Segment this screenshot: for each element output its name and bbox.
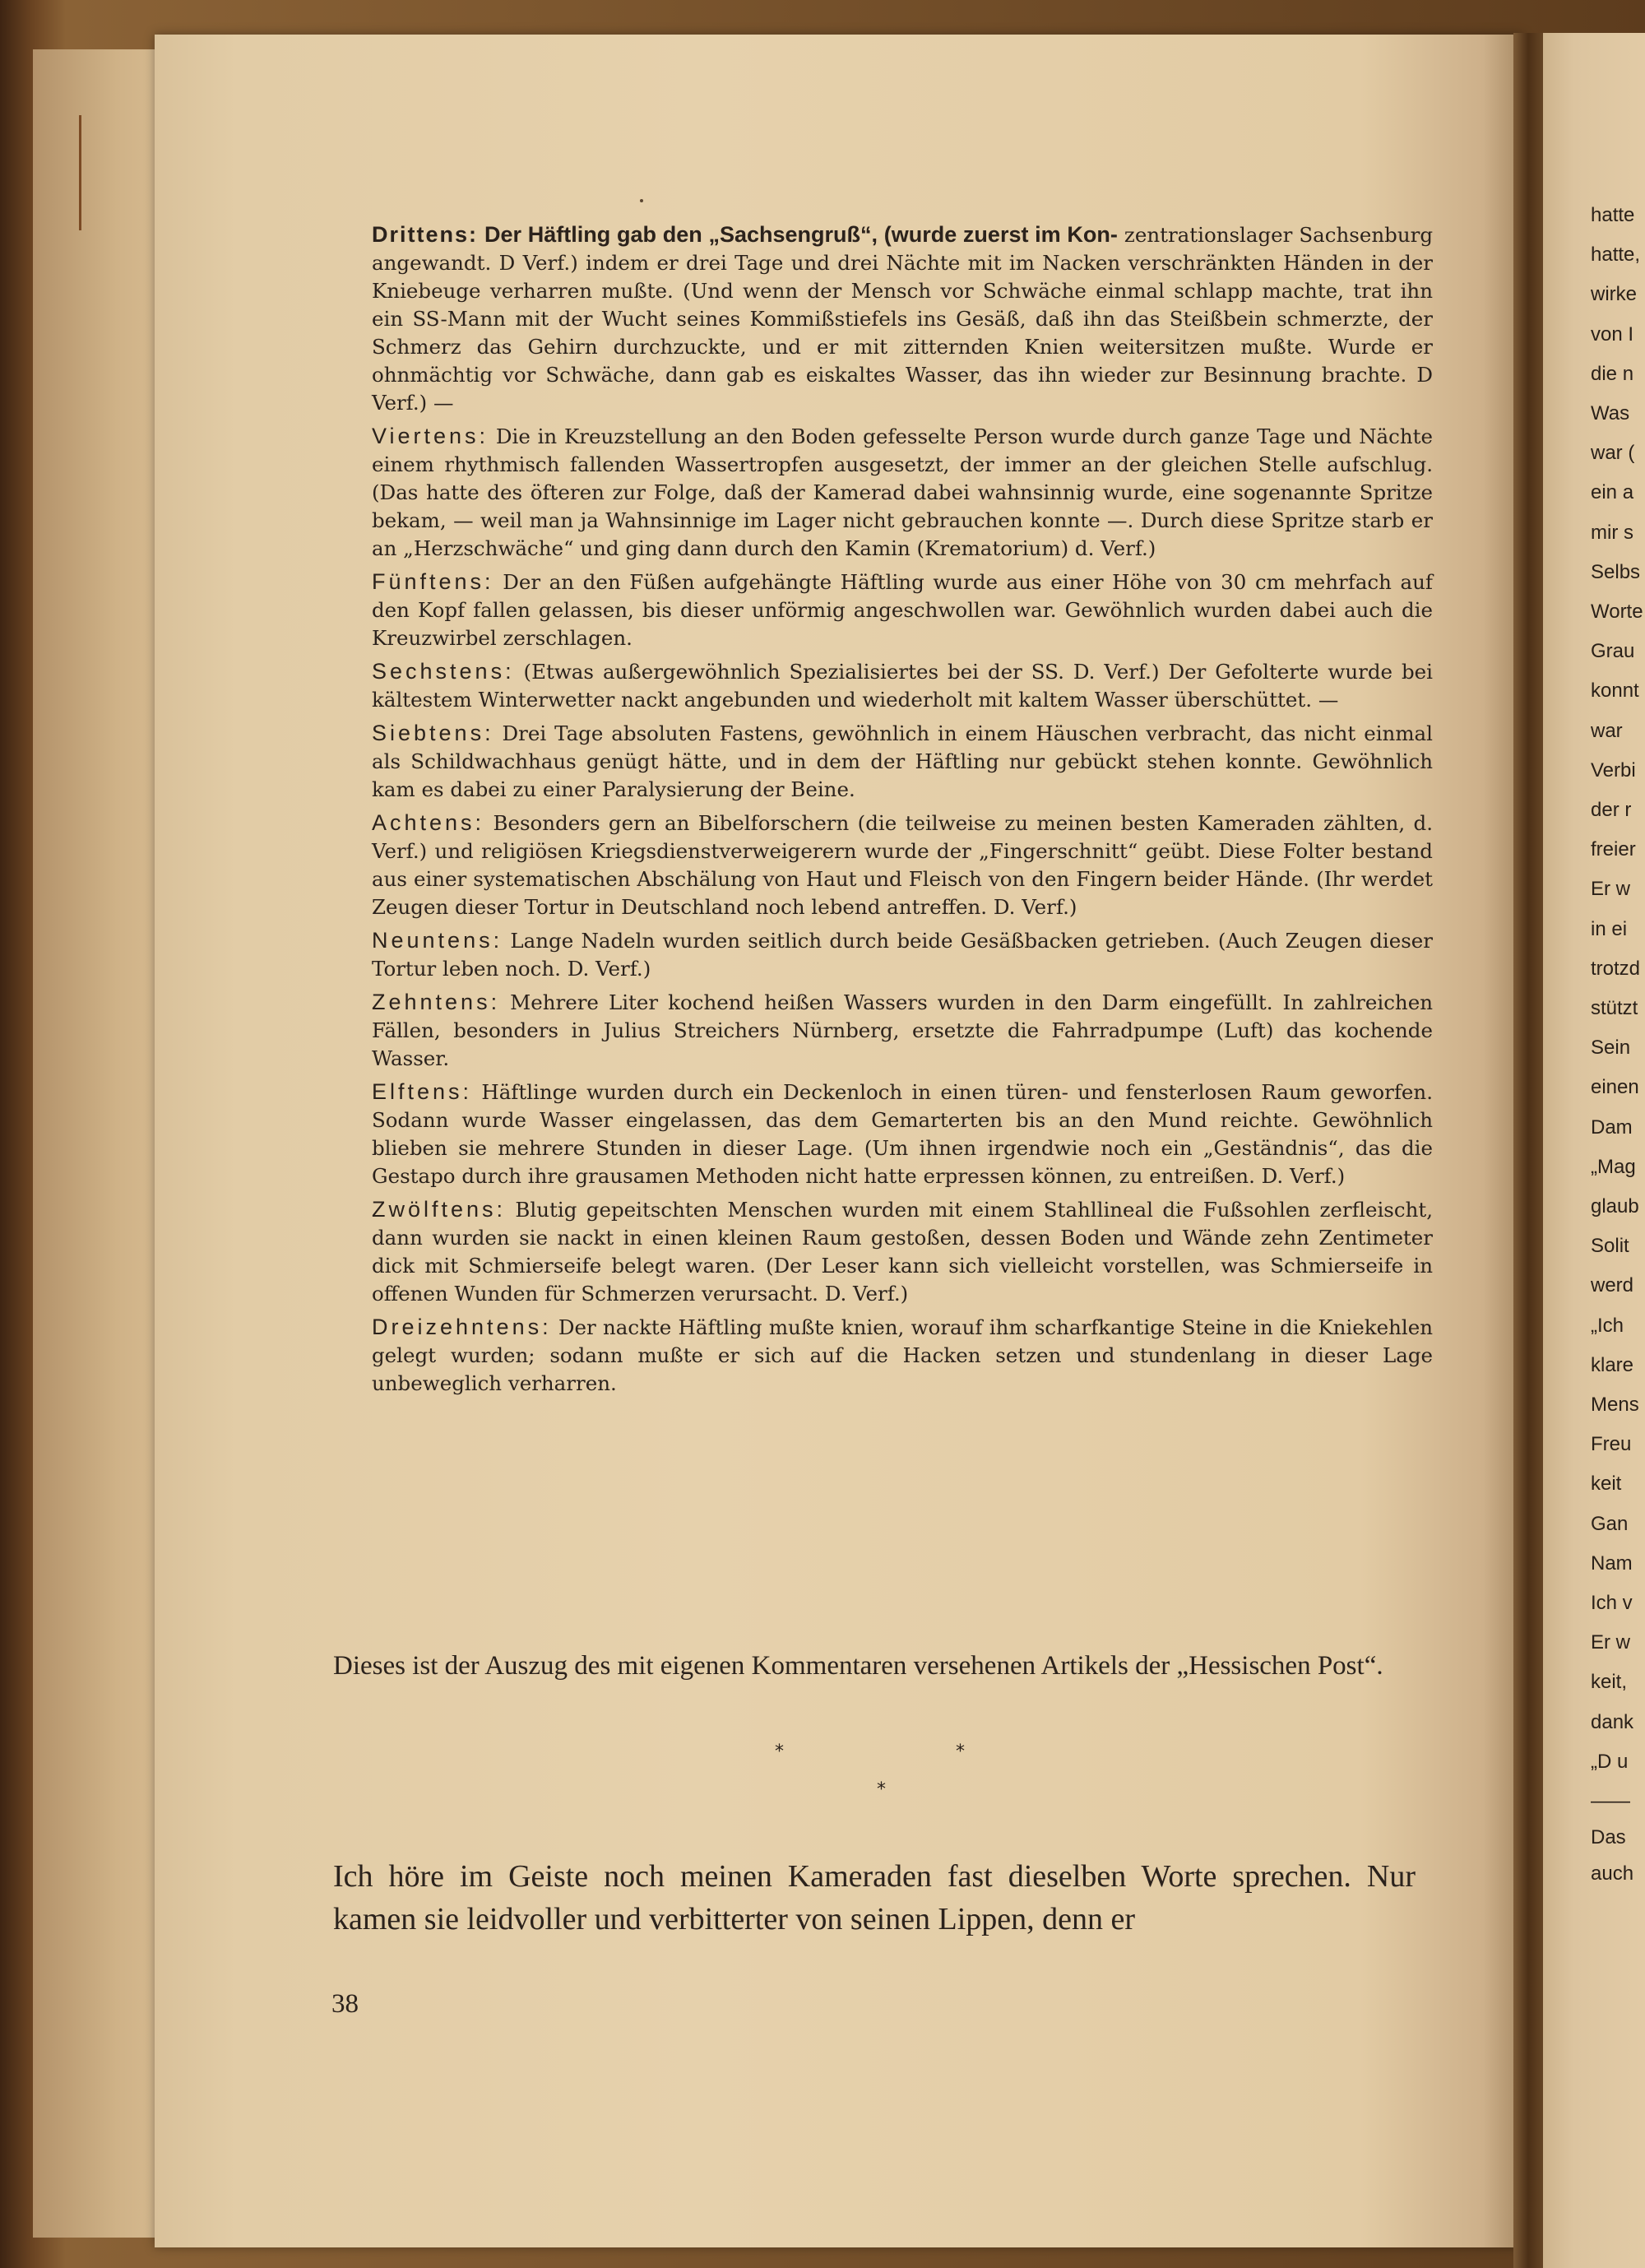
list-item: [372, 1078, 1433, 1190]
list-item: [372, 719, 1433, 804]
right-page-line: „Mag: [1591, 1155, 1636, 1178]
right-page-line: die n: [1591, 362, 1634, 385]
item-keyword: Fünftens:: [372, 569, 494, 594]
right-page-line: Ich v: [1591, 1592, 1633, 1614]
book-gutter: [1513, 33, 1546, 2268]
list-item: [372, 422, 1433, 563]
right-page-line: Nam: [1591, 1551, 1633, 1575]
right-page-line: keit,: [1591, 1671, 1628, 1694]
list-item: [372, 568, 1433, 652]
right-page-line: einen: [1591, 1076, 1639, 1099]
list-item: [372, 926, 1433, 983]
right-page-line: Grau: [1591, 640, 1635, 663]
item-keyword: Elftens:: [372, 1079, 473, 1104]
right-page-line: war: [1591, 719, 1623, 742]
right-page-line: ein a: [1591, 481, 1634, 504]
item-text: Der nackte Häftling mußte knien, worauf ihm scharfkantige Steine in die Kniekehlen gelegt wurden; sodann mußte er sich auf die Hacken setzen und stundenlang in dieser Lage unbeweglich verharren.: [372, 1315, 1433, 1395]
speck: [640, 199, 643, 202]
right-page-line: keit: [1591, 1473, 1622, 1496]
item-text: Blutig gepeitschten Menschen wurden mit einem Stahllineal die Fußsohlen zerfleischt, dann wurden sie nackt in einen kleinen Raum gestoßen, dessen Boden und Wände zehn Zentimeter dick mit Schmierseife belegt waren. (Der Leser kann sich vielleicht vorstellen, was Schmierseife in offenen Wunden für Schmerzen verursacht. D. Verf.): [372, 1198, 1433, 1306]
binding-mark: [79, 115, 81, 230]
right-page-line: in ei: [1591, 917, 1628, 940]
list-item: [372, 1195, 1433, 1308]
item-text: Lange Nadeln wurden seitlich durch beide Gesäßbacken getrieben. (Auch Zeugen dieser Tortur leben noch. D. Verf.): [372, 929, 1433, 981]
right-page-line: wirke: [1591, 283, 1638, 306]
list-item: [372, 988, 1433, 1073]
right-page: [1543, 33, 1645, 2268]
right-page-line: trotzd: [1591, 957, 1641, 980]
right-page-line: „Ich: [1591, 1314, 1624, 1337]
right-page-line: Dam: [1591, 1115, 1633, 1139]
item-keyword: Zwölftens:: [372, 1197, 507, 1222]
item-text: Häftlinge wurden durch ein Deckenloch in einen türen- und fensterlosen Raum geworfen. Sodann wurde Wasser eingelassen, das dem Gemarterten bis an den Mund reichte. Gewöhnlich blieben sie mehrere Stunden in dieser Lage. (Um ihnen irgendwie noch ein „Geständnis“, das die Gestapo durch ihre grausamen Methoden nicht hatte erpressen können, zu entreißen. D. Verf.): [372, 1080, 1433, 1188]
right-page-line: dank: [1591, 1710, 1634, 1733]
right-page-line: Worte: [1591, 601, 1643, 623]
right-page-line: war (: [1591, 442, 1635, 465]
item-keyword: Siebtens:: [372, 721, 494, 745]
underlying-page-edge: [33, 49, 173, 2238]
right-page-line: Verbi: [1591, 758, 1636, 782]
right-page-line: hatte,: [1591, 243, 1641, 267]
right-page-line: mir s: [1591, 521, 1633, 544]
right-page-line: Freu: [1591, 1433, 1632, 1456]
right-page-line: Sein: [1591, 1037, 1631, 1060]
right-page-line: der r: [1591, 799, 1632, 821]
right-page-line: Selbs: [1591, 560, 1641, 583]
right-page-line: „D u: [1591, 1750, 1629, 1773]
item-keyword: Sechstens:: [372, 659, 515, 684]
item-text: Die in Kreuzstellung an den Boden gefesselte Person wurde durch ganze Tage und Nächte einem rhythmisch fallenden Wassertropfen ausgesetzt, der immer an der gleichen Stelle aufschlug. (Das hatte des öfteren zur Folge, daß der Kamerad dabei wahnsinnig wurde, eine sogenannte Spritze bekam, — weil man ja Wahnsinnige im Lager nicht gebrauchen konnte —. Durch diese Spritze starb er an „Herzschwäche“ und ging dann durch den Kamin (Krematorium) d. Verf.): [372, 424, 1433, 560]
item-text: zentrationslager Sachsenburg angewandt. D Verf.) indem er drei Tage und drei Nächte mit im Nacken verschränkten Händen in der Kniebeuge verharren mußte. (Und wenn der Mensch vor Schwäche einmal schlapp machte, trat ihn ein SS-Mann mit der Wucht seines Kommißstiefels ins Gesäß, daß ihn das Steißbein schmerzte, der Schmerz das Gehirn durchzuckte, und er mit zitternden Knien weitersitzen mußte. Wurde er ohnmächtig vor Schwäche, dann gab es eiskaltes Wasser, das ihn wieder zur Besinnung brachte. D Verf.) —: [372, 223, 1434, 415]
item-keyword: Drittens:: [372, 222, 479, 247]
right-page-line: klare: [1591, 1353, 1634, 1376]
right-page-line: Er w: [1591, 878, 1630, 901]
page-number: 38: [331, 1989, 359, 2019]
item-text: Drei Tage absoluten Fastens, gewöhnlich in einem Häuschen verbracht, das nicht einmal als Schildwachhaus genügt hätte, und in dem der Häftling nur gebückt stehen konnte. Gewöhnlich kam es dabei zu einer Paralysierung der Beine.: [372, 721, 1433, 801]
item-text: (Etwas außergewöhnlich Spezialisiertes bei der SS. D. Verf.) Der Gefolterte wurde bei kältestem Winterwetter nackt angebunden und wiederholt mit kaltem Wasser überschüttet. —: [372, 660, 1433, 712]
right-page-line: von I: [1591, 322, 1634, 346]
right-page-line: stützt: [1591, 997, 1638, 1019]
right-page-line: ——: [1591, 1790, 1630, 1812]
right-page-line: Mens: [1591, 1394, 1639, 1416]
torture-list: [372, 220, 1433, 1403]
item-text: Besonders gern an Bibelforschern (die teilweise zu meinen besten Kameraden zählten, d. Verf.) und religiösen Kriegsdienstverweigerern wurde der „Fingerschnitt“ geübt. Diese Folter bestand aus einer systematischen Abschälung von Haut und Fleisch von den Fingern beider Hände. (Ihr werdet Zeugen dieser Tortur in Deutschland noch lebend antreffen. D. Verf.): [372, 811, 1433, 919]
star-ornament: *: [956, 1742, 965, 1762]
item-keyword: Viertens:: [372, 424, 489, 448]
right-page-line: konnt: [1591, 679, 1639, 703]
list-item: [372, 657, 1433, 714]
right-page-line: werd: [1591, 1274, 1634, 1297]
item-keyword: Achtens:: [372, 810, 485, 835]
item-keyword: Zehntens:: [372, 990, 501, 1014]
star-ornament: *: [775, 1742, 784, 1762]
item-text: Der an den Füßen aufgehängte Häftling wurde aus einer Höhe von 30 cm mehrfach auf den Kopf fallen gelassen, bis dieser unförmig angeschwollen war. Gewöhnlich wurden dabei auch die Kreuzwirbel zerschlagen.: [372, 570, 1433, 650]
right-page-line: glaub: [1591, 1195, 1639, 1217]
list-item: [372, 809, 1433, 921]
right-page-line: freier: [1591, 838, 1636, 861]
right-page-text: [1543, 33, 1645, 2268]
right-page-line: Gan: [1591, 1512, 1629, 1535]
right-page-line: hatte: [1591, 204, 1635, 226]
right-page-line: Was: [1591, 402, 1630, 424]
right-page-line: Er w: [1591, 1631, 1630, 1654]
right-page-line: auch: [1591, 1862, 1634, 1885]
summary-paragraph: Dieses ist der Auszug des mit eigenen Kommentaren versehenen Artikels der „Hessischen Post“.: [333, 1651, 1383, 1681]
right-page-line: Solit: [1591, 1235, 1629, 1258]
item-lead: Der Häftling gab den „Sachsengruß“, (wurde zuerst im Kon-: [484, 222, 1118, 247]
item-text: Mehrere Liter kochend heißen Wassers wurden in den Darm eingefüllt. In zahlreichen Fällen, besonders in Julius Streichers Nürnberg, ersetzte die Fahrradpumpe (Luft) das kochende Wasser.: [372, 990, 1433, 1070]
star-ornament: *: [877, 1779, 886, 1800]
list-item: [372, 220, 1433, 417]
item-keyword: Dreizehntens:: [372, 1315, 552, 1339]
continuation-paragraph: Ich höre im Geiste noch meinen Kameraden fast dieselben Worte sprechen. Nur kamen sie leidvoller und verbitterter von seinen Lippen, denn er: [333, 1859, 1416, 1936]
item-keyword: Neuntens:: [372, 928, 503, 953]
right-page-line: Das: [1591, 1826, 1626, 1848]
list-item: [372, 1313, 1433, 1398]
